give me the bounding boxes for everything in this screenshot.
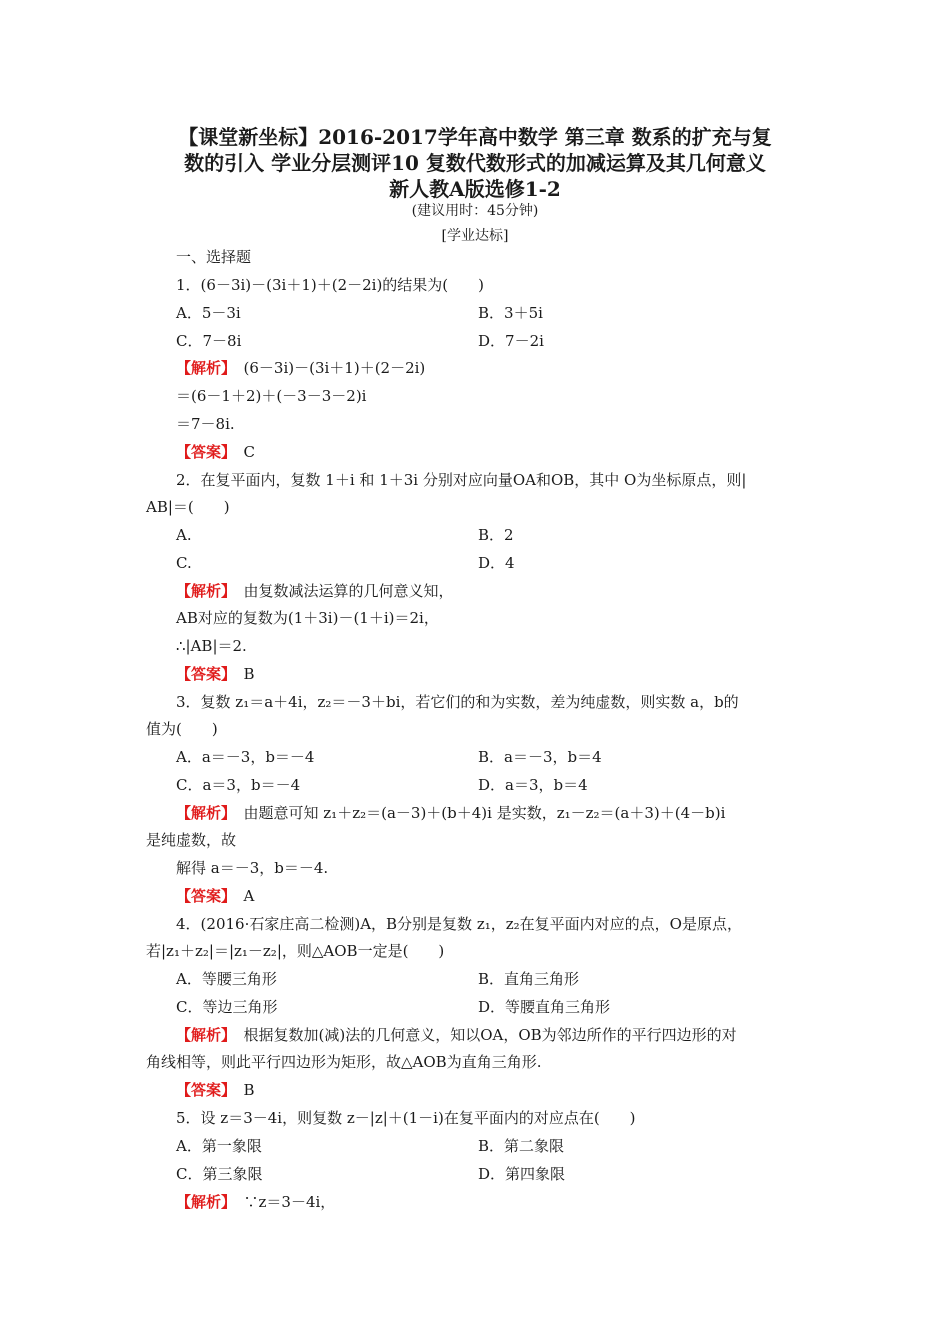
q5-analysis [176,1192,335,1212]
q4-option-a: A．等腰三角形 [176,970,277,988]
q3-analysis [176,803,725,823]
q2-solution-line1: 由复数减法运算的几何意义知， [228,582,454,600]
q2-option-b: B．2 [478,526,514,544]
q4-solution-line2: 角线相等，则此平行四边形为矩形，故△AOB为直角三角形. [146,1053,542,1071]
analysis-label: 【解析】 [176,804,229,822]
q1-solution-line2: ＝(6－1＋2)＋(－3－3－2)i [176,387,367,405]
time-hint: (建议用时：45分钟) [411,203,539,219]
analysis-label: 【解析】 [176,1026,229,1044]
q4-analysis [176,1025,737,1045]
q3-answer-value: A [228,887,255,905]
q1-option-b: B．3＋5i [478,304,543,322]
q3-solution-line3: 解得 a＝－3，b＝－4. [176,859,329,877]
answer-label: 【答案】 [176,1081,229,1099]
q2-answer [176,664,255,684]
q2-option-c: C. [176,554,192,572]
q2-option-a: A. [176,526,192,544]
answer-label: 【答案】 [176,443,229,461]
analysis-label: 【解析】 [176,1193,229,1211]
q1-stem: 1．(6－3i)－(3i＋1)＋(2－2i)的结果为( ) [176,276,485,294]
q5-option-a: A．第一象限 [176,1137,262,1155]
q2-stem-line1: 2．在复平面内，复数 1＋i 和 1＋3i 分别对应向量OA和OB，其中 O为坐标原点，则| [176,471,747,489]
q3-stem-line2: 值为( ) [146,720,218,738]
q4-option-c: C．等边三角形 [176,998,278,1016]
q4-answer-value: B [228,1081,255,1099]
q1-option-c: C．7－8i [176,332,242,350]
doc-title-line2: 数的引入 学业分层测评10 复数代数形式的加减运算及其几何意义 [184,151,766,175]
q2-option-d: D．4 [478,554,515,572]
q2-analysis [176,581,454,601]
q1-solution-line3: ＝7－8i. [176,415,235,433]
q3-option-d: D．a＝3，b＝4 [478,776,588,794]
q3-solution-line2: 是纯虚数，故 [146,831,237,849]
q5-solution-line1: ∵z＝3－4i， [228,1193,336,1211]
q2-stem-line2: AB|＝( ) [146,498,230,516]
q4-answer [176,1080,255,1100]
section-tag: [学业达标] [441,228,509,244]
q4-option-b: B．直角三角形 [478,970,580,988]
analysis-label: 【解析】 [176,582,229,600]
doc-title-line1: 【课堂新坐标】2016-2017学年高中数学 第三章 数系的扩充与复 [178,125,772,149]
q3-solution-line1: 由题意可知 z₁＋z₂＝(a－3)＋(b＋4)i 是实数，z₁－z₂＝(a＋3)＋(4－b)i [228,804,726,822]
q1-answer-value: C [228,443,255,461]
answer-label: 【答案】 [176,887,229,905]
section-heading: 一、选择题 [176,248,252,266]
q4-solution-line1: 根据复数加(减)法的几何意义，知以OA，OB为邻边所作的平行四边形的对 [228,1026,737,1044]
q3-option-c: C．a＝3，b＝－4 [176,776,301,794]
answer-label: 【答案】 [176,665,229,683]
q2-answer-value: B [228,665,255,683]
q3-answer [176,886,254,906]
q1-solution-line1: (6－3i)－(3i＋1)＋(2－2i) [228,359,426,377]
q1-answer [176,442,255,462]
q2-solution-line3: ∴|AB|＝2. [176,637,247,655]
q5-option-b: B．第二象限 [478,1137,565,1155]
q3-option-b: B．a＝－3，b＝4 [478,748,602,766]
analysis-label: 【解析】 [176,359,229,377]
q4-stem-line2: 若|z₁＋z₂|＝|z₁－z₂|，则△AOB一定是( ) [146,942,445,960]
q5-option-c: C．第三象限 [176,1165,263,1183]
q3-stem-line1: 3．复数 z₁＝a＋4i，z₂＝－3＋bi，若它们的和为实数，差为纯虚数，则实数 a，b的 [176,693,739,711]
q4-option-d: D．等腰直角三角形 [478,998,611,1016]
q1-analysis [176,358,425,378]
q1-option-d: D．7－2i [478,332,544,350]
q5-option-d: D．第四象限 [478,1165,566,1183]
doc-title-line3: 新人教A版选修1-2 [389,177,561,201]
q1-option-a: A．5－3i [176,304,241,322]
q2-solution-line2: AB对应的复数为(1＋3i)－(1＋i)＝2i， [176,609,439,627]
q4-stem-line1: 4．(2016·石家庄高二检测)A，B分别是复数 z₁，z₂在复平面内对应的点，O是原点， [176,915,742,933]
q3-option-a: A．a＝－3，b＝－4 [176,748,315,766]
q5-stem: 5．设 z＝3－4i，则复数 z－|z|＋(1－i)在复平面内的对应点在( ) [176,1109,636,1127]
